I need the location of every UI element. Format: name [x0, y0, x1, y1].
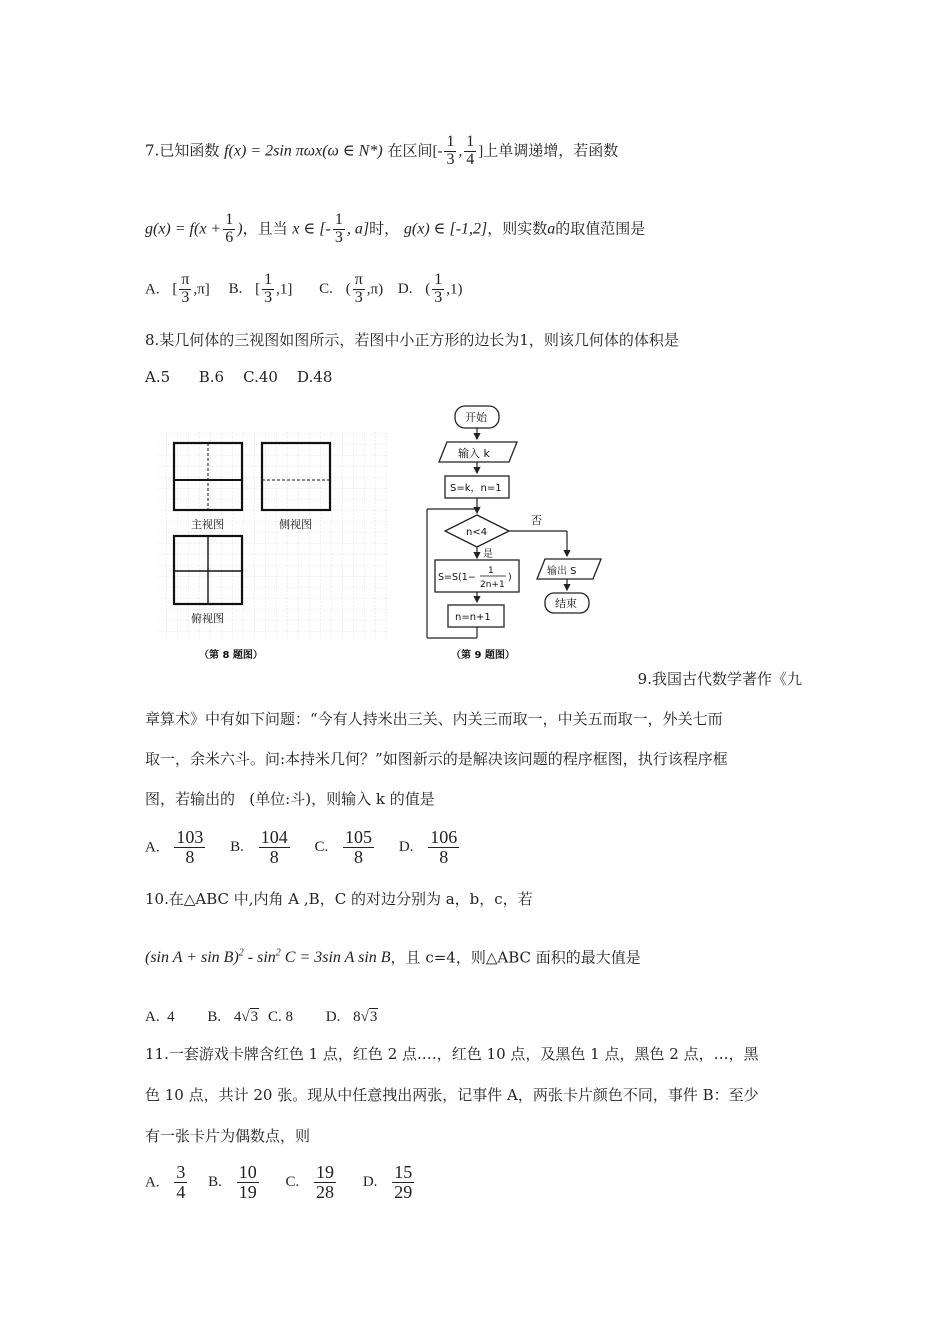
q8-options: A.5 B.6 C.40 D.48: [145, 368, 333, 386]
q7-cond-frac: $\frac{1}{3}$: [334, 211, 343, 246]
flow-update-suffix: ): [508, 572, 512, 583]
q11-option-d-frac: $\frac{15}{29}$: [394, 1162, 413, 1202]
q11-line2: 色 10 点，共计 20 张。现从中任意拽出两张，记事件 A，两张卡片颜色不同，事件 B：至少: [145, 1086, 759, 1104]
q7-g-frac: $\frac{1}{6}$: [225, 211, 234, 246]
flow-update-prefix: S=S(1−: [438, 572, 476, 583]
q11-option-b-frac: $\frac{10}{19}$: [238, 1162, 257, 1202]
flow-output-label: 输出 S: [547, 566, 577, 577]
q7-option-c-label: C.: [319, 281, 333, 298]
q7-cond-right: , a]: [346, 220, 370, 238]
q9-option-c-frac: $\frac{105}{8}$: [345, 827, 373, 867]
q7-option-b-open: [: [255, 281, 261, 298]
q7-option-b-rest: ,1]: [276, 281, 293, 298]
q10-option-c: C. 8: [267, 1009, 293, 1025]
q11-option-b-label: B.: [208, 1174, 222, 1191]
flow-no-label: 否: [531, 514, 542, 527]
q9-options: [145, 828, 461, 867]
q10-option-a: A. 4: [145, 1009, 175, 1025]
flow-end-label: 结束: [555, 597, 577, 610]
q7-var-a: a: [547, 220, 556, 238]
q10-options: [145, 1007, 378, 1026]
q10-option-b-value: 4√3: [233, 1009, 259, 1025]
flow-increment-label: n=n+1: [455, 612, 491, 623]
q10-line1: 10.在△ABC 中,内角 A ,B，C 的对边分别为 a，b，c，若: [145, 890, 533, 908]
q7-g-def-left: g(x) = f(x +: [145, 220, 222, 238]
q7-option-c-frac: $\frac{\pi}{3}$: [354, 271, 363, 306]
q9-line2: 章算术》中有如下问题：“今有人持米出三关、内关三而取一，中关五而取一，外关七而: [145, 710, 723, 728]
q11-line3: 有一张卡片为偶数点，则: [145, 1127, 311, 1145]
q7-option-d-label: D.: [397, 281, 413, 298]
q7-line1: [145, 134, 618, 169]
q7-interval-sep: ,: [458, 143, 463, 160]
q9-option-b-frac: $\frac{104}{8}$: [260, 827, 288, 867]
flow-update-denominator: 2n+1: [480, 580, 505, 590]
q10-option-d-value: 8√3: [353, 1009, 378, 1025]
q7-options: [145, 272, 463, 307]
q10-line2-text: ，且 c=4，则△ABC 面积的最大值是: [390, 948, 641, 967]
q7-text-b: 在区间: [387, 141, 433, 160]
q7-option-a-frac: $\frac{\pi}{3}$: [181, 271, 190, 306]
q10-option-d-label: D.: [325, 1009, 341, 1025]
q7-option-d-open: (: [425, 281, 431, 298]
q11-option-a-label: A.: [145, 1174, 160, 1191]
q7-number: 7.: [145, 141, 160, 160]
q7-option-a-open: [: [172, 281, 178, 298]
q11-option-c-frac: $\frac{19}{28}$: [316, 1162, 335, 1202]
q11-option-d-label: D.: [362, 1174, 378, 1191]
q7-text-a: 已知函数: [159, 141, 220, 160]
q8-stem: 8.某几何体的三视图如图所示，若图中小正方形的边长为1，则该几何体的体积是: [145, 331, 679, 349]
q7-g-range: g(x) ∈ [-1,2]: [403, 220, 488, 238]
q7-interval-open: [-: [432, 143, 443, 160]
q9-option-a-label: A.: [145, 839, 160, 856]
q7-interval-frac2: $\frac{1}{4}$: [466, 133, 475, 168]
q7-text-c: 上单调递增，若函数: [483, 141, 619, 160]
q7-option-d-rest: ,1): [446, 281, 463, 298]
q11-options: [145, 1163, 416, 1202]
q7-text-g: 的取值范围是: [555, 219, 646, 238]
q9-option-a-frac: $\frac{103}{8}$: [176, 827, 204, 867]
q7-text-e: 时，: [369, 219, 400, 238]
q7-option-b-frac: $\frac{1}{3}$: [264, 271, 273, 306]
q10-option-b-label: B.: [207, 1009, 222, 1025]
flow-update-numerator: 1: [488, 566, 494, 576]
q11-option-c-label: C.: [285, 1174, 300, 1191]
q7-option-a-label: A.: [145, 281, 160, 298]
flow-input-label: 输入 k: [458, 447, 490, 460]
q7-option-c-rest: ,π): [366, 281, 384, 298]
q9-option-d-frac: $\frac{106}{8}$: [430, 827, 458, 867]
q9-line4: 图，若输出的 (单位:斗)，则输入 k 的值是: [145, 790, 435, 808]
q9-line1: 9.我国古代数学著作《九: [637, 670, 802, 688]
figures-8-9: [155, 400, 615, 670]
flow-yes-label: 是: [483, 549, 493, 560]
flow-init-label: S=k，n=1: [450, 483, 502, 494]
front-view-label: 主视图: [191, 518, 224, 531]
side-view-label: 侧视图: [279, 518, 312, 531]
q7-option-c-open: (: [345, 281, 351, 298]
q7-interval-frac1: $\frac{1}{3}$: [446, 133, 455, 168]
q7-line2: [145, 212, 645, 247]
q7-text-f: ，则实数: [487, 219, 548, 238]
figure9-flowchart: [427, 406, 601, 661]
top-view-label: 俯视图: [191, 612, 224, 625]
flow-start-label: 开始: [465, 411, 487, 424]
figure8-caption: （第 8 题图）: [199, 650, 263, 661]
q7-g-def-right: ): [237, 220, 243, 238]
q10-equation: (sin $A + \sin B)^2 - \sin^2 C = 3\sin$ A sin B: [145, 948, 391, 967]
figure9-caption: （第 9 题图）: [451, 650, 515, 661]
q9-option-b-label: B.: [230, 839, 244, 856]
flow-condition-label: n<4: [466, 527, 488, 538]
q11-option-a-frac: $\frac{3}{4}$: [176, 1162, 186, 1202]
q7-option-b-label: B.: [228, 281, 243, 298]
figure8-three-views: [157, 432, 387, 661]
q7-option-a-rest: ,π]: [193, 281, 210, 298]
q7-text-d: ，且当: [242, 219, 288, 238]
q10-line2: [145, 948, 641, 968]
q11-line1: 11.一套游戏卡牌含红色 1 点，红色 2 点.…，红色 10 点，及黑色 1 点，黑色 2 点，…，黑: [145, 1045, 759, 1063]
q9-option-d-label: D.: [398, 839, 414, 856]
q9-line3: 取一，余米六斗。问:本持米几何？”如图新示的是解决该问题的程序框图，执行该程序框: [145, 750, 728, 768]
q7-cond-left: x ∈ [-: [292, 220, 331, 238]
q9-option-c-label: C.: [314, 839, 329, 856]
q7-function-f: f(x) = 2sin πωx(ω ∈ N*): [224, 142, 383, 160]
q7-interval-close: ]: [478, 143, 484, 160]
q7-option-d-frac: $\frac{1}{3}$: [434, 271, 443, 306]
